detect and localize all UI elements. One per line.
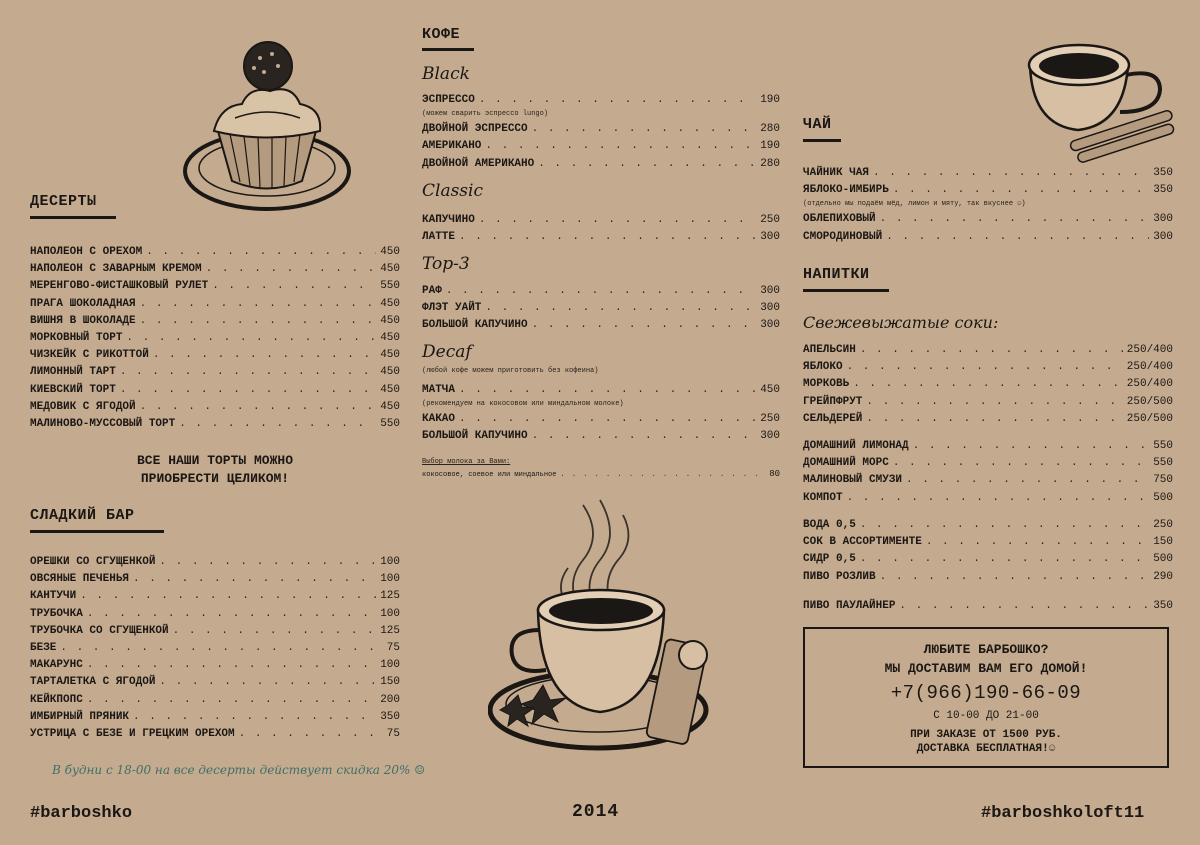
item-name: ДОМАШНИЙ ЛИМОНАД bbox=[803, 440, 909, 452]
item-price: 125 bbox=[380, 590, 400, 603]
sweet-bar-heading-underline bbox=[30, 530, 164, 533]
dot-leader bbox=[126, 330, 376, 347]
item-price: 250 bbox=[760, 214, 780, 226]
dot-leader bbox=[80, 588, 376, 605]
tea-heading-underline bbox=[803, 139, 841, 142]
dot-leader bbox=[847, 490, 1150, 507]
item-price: 450 bbox=[380, 263, 400, 276]
item-price: 450 bbox=[380, 297, 400, 310]
dot-leader bbox=[206, 261, 377, 278]
desserts-heading-underline bbox=[30, 216, 116, 219]
item-name: ПИВО РОЗЛИВ bbox=[803, 570, 876, 583]
item-name: ОРЕШКИ СО СГУЩЕНКОЙ bbox=[30, 556, 156, 568]
dot-leader bbox=[120, 382, 376, 399]
dot-leader bbox=[913, 438, 1150, 455]
sweet-bar-list bbox=[30, 554, 400, 743]
item-name: БОЛЬШОЙ КАПУЧИНО bbox=[422, 319, 528, 332]
list-item bbox=[30, 606, 400, 623]
list-item bbox=[422, 283, 780, 300]
desserts-heading: ДЕСЕРТЫ bbox=[30, 193, 97, 210]
list-item: ДВОЙНОЙ АМЕРИКАНО . . . 280 bbox=[422, 156, 780, 173]
item-name: ВОДА 0,5 bbox=[803, 519, 856, 531]
item-price: 250/500 bbox=[1126, 412, 1173, 425]
item-price: 100 bbox=[380, 659, 400, 672]
year-label: 2014 bbox=[572, 802, 620, 822]
dot-leader bbox=[899, 598, 1149, 615]
list-item bbox=[803, 517, 1173, 534]
dot-leader bbox=[459, 229, 756, 246]
hashtag-right[interactable]: #barboshkoloft11 bbox=[981, 804, 1145, 823]
item-price: 300 bbox=[760, 319, 780, 332]
item-price: 250 bbox=[1153, 519, 1173, 531]
milk-choice-row: кокосовое, соевое или миндальное . . . 80 bbox=[422, 466, 780, 483]
item-name: СОК В АССОРТИМЕНТЕ bbox=[803, 536, 922, 549]
item-price: 75 bbox=[386, 727, 400, 740]
steaming-cup-icon bbox=[488, 490, 718, 765]
top3-label: Top-3 bbox=[422, 254, 470, 274]
discount-promo: В будни с 18-00 на все десерты действует скидка 20% ☺ bbox=[52, 763, 425, 777]
dot-leader bbox=[173, 623, 377, 640]
list-item bbox=[30, 244, 400, 261]
dot-leader bbox=[140, 313, 377, 330]
list-item bbox=[30, 347, 400, 364]
list-item: ЭСПРЕССО . . . 190 bbox=[422, 92, 780, 109]
dot-leader bbox=[485, 300, 756, 317]
whole-cakes-note: ВСЕ НАШИ ТОРТЫ МОЖНО ПРИОБРЕСТИ ЦЕЛИКОМ! bbox=[136, 453, 294, 486]
item-name: СИДР 0,5 bbox=[803, 553, 856, 566]
list-item bbox=[803, 342, 1173, 359]
classic-label: Classic bbox=[422, 181, 483, 201]
dot-leader bbox=[860, 342, 1123, 359]
list-item bbox=[803, 359, 1173, 376]
delivery-phone[interactable]: +7(966)190-66-09 bbox=[890, 682, 1082, 704]
dot-leader bbox=[893, 455, 1149, 472]
list-item bbox=[803, 394, 1173, 411]
dot-leader bbox=[159, 554, 376, 571]
tea-note: (отдельно мы подаём мёд, лимон и мяту, так вкуснее ☺) bbox=[803, 200, 1026, 209]
item-name: МЕДОВИК С ЯГОДОЙ bbox=[30, 400, 136, 413]
list-item bbox=[803, 376, 1173, 393]
item-name: КАНТУЧИ bbox=[30, 590, 77, 603]
item-name: ТРУБОЧКА СО СГУЩЕНКОЙ bbox=[30, 624, 169, 637]
item-price: 550 bbox=[1153, 440, 1173, 452]
decaf-list bbox=[422, 382, 780, 446]
item-price: 750 bbox=[1153, 474, 1173, 487]
juice-list bbox=[803, 342, 1173, 428]
item-price: 350 bbox=[380, 710, 400, 723]
item-name: МЕРЕНГОВО-ФИСТАШКОВЫЙ РУЛЕТ bbox=[30, 280, 209, 293]
item-price: 290 bbox=[1153, 570, 1173, 583]
lungo-note: (можем сварить эспрессо lungo) bbox=[422, 110, 549, 119]
item-name: МАКАРУНС bbox=[30, 659, 83, 672]
item-price: 125 bbox=[380, 624, 400, 637]
tea-heading: ЧАЙ bbox=[803, 116, 832, 133]
delivery-hours: С 10-00 ДО 21-00 bbox=[933, 710, 1039, 722]
homemade-drinks-list bbox=[803, 438, 1173, 507]
item-price: 100 bbox=[380, 607, 400, 620]
list-item bbox=[30, 382, 400, 399]
cupcake-icon bbox=[180, 36, 355, 216]
item-name: РАФ bbox=[422, 285, 442, 297]
item-name: ДОМАШНИЙ МОРС bbox=[803, 457, 889, 470]
dot-leader bbox=[133, 709, 376, 726]
list-item bbox=[422, 300, 780, 317]
item-name: ФЛЭТ УАЙТ bbox=[422, 302, 482, 315]
list-item bbox=[803, 534, 1173, 551]
dot-leader bbox=[239, 726, 383, 743]
coffee-cup-icon bbox=[1020, 30, 1180, 165]
item-price: 100 bbox=[380, 556, 400, 568]
item-price: 550 bbox=[1153, 457, 1173, 470]
list-item bbox=[30, 571, 400, 588]
list-item bbox=[30, 674, 400, 691]
item-price: 250/400 bbox=[1126, 378, 1173, 391]
item-price: 450 bbox=[380, 331, 400, 344]
item-name: УСТРИЦА С БЕЗЕ И ГРЕЦКИМ ОРЕХОМ bbox=[30, 727, 235, 740]
delivery-free: ДОСТАВКА БЕСПЛАТНАЯ!☺ bbox=[916, 743, 1056, 755]
delivery-headline: ЛЮБИТЕ БАРБОШКО? bbox=[923, 642, 1049, 657]
item-price: 450 bbox=[380, 366, 400, 379]
list-item bbox=[803, 490, 1173, 507]
item-name: ТРУБОЧКА bbox=[30, 607, 83, 620]
list-item bbox=[30, 313, 400, 330]
item-name: НАПОЛЕОН С ЗАВАРНЫМ КРЕМОМ bbox=[30, 263, 202, 276]
list-item: КАКАО . . . 250 bbox=[422, 411, 780, 428]
dot-leader bbox=[847, 359, 1123, 376]
item-price: 450 bbox=[380, 349, 400, 362]
list-item bbox=[422, 317, 780, 334]
dot-leader bbox=[866, 411, 1122, 428]
item-price: 250/400 bbox=[1126, 361, 1173, 374]
list-item bbox=[803, 551, 1173, 568]
sweet-bar-heading: СЛАДКИЙ БАР bbox=[30, 507, 135, 524]
item-name: КИЕВСКИЙ ТОРТ bbox=[30, 383, 116, 396]
desserts-list bbox=[30, 244, 400, 433]
list-item: ДВОЙНОЙ ЭСПРЕССО . . . 280 bbox=[422, 121, 780, 138]
item-name: ЯБЛОКО bbox=[803, 361, 843, 374]
drinks-heading: НАПИТКИ bbox=[803, 266, 870, 283]
dot-leader bbox=[133, 571, 376, 588]
dot-leader bbox=[532, 317, 757, 334]
list-item bbox=[803, 569, 1173, 586]
item-price: 450 bbox=[380, 246, 400, 258]
matcha-note: (рекомендуем на кокосовом или миндальном молоке) bbox=[422, 400, 624, 409]
item-name: ЛАТТЕ bbox=[422, 231, 456, 244]
hashtag-left[interactable]: #barboshko bbox=[30, 804, 133, 823]
item-price: 200 bbox=[380, 693, 400, 706]
list-item bbox=[30, 726, 400, 743]
delivery-condition: ПРИ ЗАКАЗЕ ОТ 1500 РУБ. bbox=[910, 729, 1062, 741]
fresh-juice-label: Свежевыжатые соки: bbox=[803, 313, 999, 332]
coffee-heading-underline bbox=[422, 48, 474, 51]
list-item bbox=[30, 364, 400, 381]
dot-leader bbox=[853, 376, 1123, 393]
list-item: БОЛЬШОЙ КАПУЧИНО . . . 300 bbox=[422, 428, 780, 445]
item-name: ТАРТАЛЕТКА С ЯГОДОЙ bbox=[30, 676, 156, 689]
item-price: 450 bbox=[380, 314, 400, 327]
list-item: АМЕРИКАНО . . . 190 bbox=[422, 138, 780, 155]
item-price: 250/500 bbox=[1126, 395, 1173, 408]
list-item bbox=[422, 212, 780, 229]
item-name: КЕЙКПОПС bbox=[30, 693, 83, 706]
list-item bbox=[803, 438, 1173, 455]
tea-list bbox=[803, 165, 1173, 246]
dot-leader bbox=[880, 569, 1150, 586]
item-price: 150 bbox=[380, 676, 400, 689]
dot-leader bbox=[212, 278, 376, 295]
list-item bbox=[30, 278, 400, 295]
dot-leader bbox=[140, 399, 377, 416]
dot-leader bbox=[446, 283, 756, 300]
item-price: 450 bbox=[380, 400, 400, 413]
dot-leader bbox=[87, 657, 376, 674]
decaf-label: Decaf bbox=[422, 342, 472, 362]
item-price: 450 bbox=[380, 383, 400, 396]
item-name: БЕЗЕ bbox=[30, 641, 57, 654]
dot-leader bbox=[926, 534, 1149, 551]
list-item: ЧАЙНИК ЧАЯ . . . 350 bbox=[803, 165, 1173, 182]
drinks-heading-underline bbox=[803, 289, 889, 292]
beer-list bbox=[803, 598, 1173, 615]
item-name: ПРАГА ШОКОЛАДНАЯ bbox=[30, 297, 136, 310]
dot-leader bbox=[479, 212, 756, 229]
item-name: ВИШНЯ В ШОКОЛАДЕ bbox=[30, 314, 136, 327]
item-name: МОРКОВЬ bbox=[803, 378, 850, 391]
dot-leader bbox=[159, 674, 376, 691]
item-name: МОРКОВНЫЙ ТОРТ bbox=[30, 331, 123, 344]
coffee-heading: КОФЕ bbox=[422, 26, 461, 43]
item-name: СЕЛЬДЕРЕЙ bbox=[803, 412, 863, 425]
dot-leader bbox=[120, 364, 376, 381]
black-coffee-list bbox=[422, 92, 780, 173]
item-name: КОМПОТ bbox=[803, 491, 843, 504]
dot-leader bbox=[860, 551, 1149, 568]
list-item bbox=[803, 411, 1173, 428]
item-name: ГРЕЙПФРУТ bbox=[803, 395, 863, 408]
list-item bbox=[30, 416, 400, 433]
dot-leader bbox=[146, 244, 376, 261]
dot-leader bbox=[153, 347, 376, 364]
list-item bbox=[30, 692, 400, 709]
item-price: 300 bbox=[760, 302, 780, 315]
list-item bbox=[30, 399, 400, 416]
list-item bbox=[30, 640, 400, 657]
dot-leader bbox=[179, 416, 376, 433]
dot-leader bbox=[906, 472, 1149, 489]
item-name: МАЛИНОВЫЙ СМУЗИ bbox=[803, 474, 903, 487]
decaf-note: (любой кофе можем приготовить без кофеина) bbox=[422, 367, 599, 375]
delivery-box bbox=[803, 627, 1169, 768]
dot-leader bbox=[87, 692, 376, 709]
item-name: ЛИМОННЫЙ ТАРТ bbox=[30, 366, 116, 379]
cold-drinks-list bbox=[803, 517, 1173, 586]
item-price: 300 bbox=[760, 231, 780, 244]
item-price: 500 bbox=[1153, 491, 1173, 504]
item-price: 300 bbox=[760, 285, 780, 297]
delivery-subheadline: МЫ ДОСТАВИМ ВАМ ЕГО ДОМОЙ! bbox=[884, 661, 1088, 676]
list-item bbox=[803, 455, 1173, 472]
list-item: ОБЛЕПИХОВЫЙ . . . 300 bbox=[803, 211, 1173, 228]
item-price: 350 bbox=[1153, 600, 1173, 612]
dot-leader bbox=[140, 296, 377, 313]
dot-leader bbox=[60, 640, 382, 657]
item-price: 500 bbox=[1153, 553, 1173, 566]
list-item bbox=[30, 588, 400, 605]
item-price: 75 bbox=[386, 641, 400, 654]
item-name: КАПУЧИНО bbox=[422, 214, 475, 226]
item-price: 150 bbox=[1153, 536, 1173, 549]
item-name: ОВСЯНЫЕ ПЕЧЕНЬЯ bbox=[30, 573, 130, 586]
item-price: 250/400 bbox=[1126, 344, 1173, 356]
top3-coffee-list bbox=[422, 283, 780, 335]
item-name: ПИВО ПАУЛАЙНЕР bbox=[803, 600, 896, 612]
item-price: 550 bbox=[380, 417, 400, 430]
classic-coffee-list bbox=[422, 212, 780, 246]
milk-choice-title: Выбор молока за Вами: bbox=[422, 458, 511, 466]
list-item bbox=[30, 657, 400, 674]
list-item: ЯБЛОКО-ИМБИРЬ . . . 350 bbox=[803, 182, 1173, 199]
item-price: 100 bbox=[380, 573, 400, 586]
list-item: СМОРОДИНОВЫЙ . . . 300 bbox=[803, 229, 1173, 246]
list-item bbox=[30, 330, 400, 347]
list-item bbox=[30, 261, 400, 278]
dot-leader bbox=[866, 394, 1122, 411]
list-item bbox=[30, 296, 400, 313]
item-name: ИМБИРНЫЙ ПРЯНИК bbox=[30, 710, 130, 723]
item-name: ЧИЗКЕЙК С РИКОТТОЙ bbox=[30, 349, 149, 362]
dot-leader bbox=[87, 606, 376, 623]
item-name: НАПОЛЕОН С ОРЕХОМ bbox=[30, 246, 143, 258]
dot-leader bbox=[860, 517, 1149, 534]
black-label: Black bbox=[422, 64, 470, 84]
list-item bbox=[803, 598, 1173, 615]
list-item bbox=[422, 229, 780, 246]
item-name: МАЛИНОВО-МУССОВЫЙ ТОРТ bbox=[30, 417, 176, 430]
list-item bbox=[30, 554, 400, 571]
list-item bbox=[30, 709, 400, 726]
item-name: АПЕЛЬСИН bbox=[803, 344, 856, 356]
list-item: МАТЧА . . . 450 bbox=[422, 382, 780, 399]
list-item bbox=[803, 472, 1173, 489]
item-price: 550 bbox=[380, 280, 400, 293]
list-item bbox=[30, 623, 400, 640]
